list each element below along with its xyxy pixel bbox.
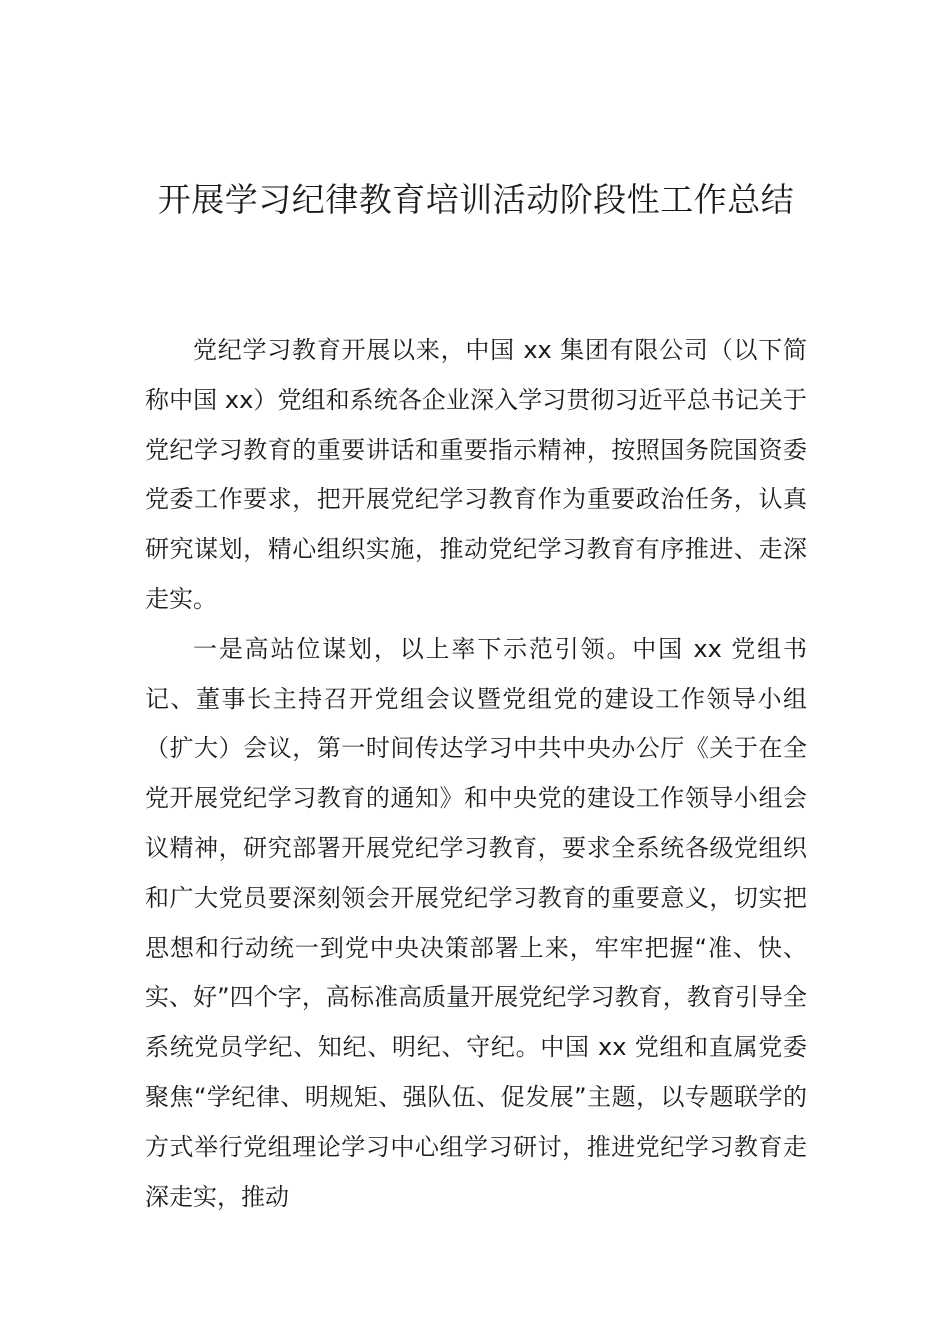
paragraph-first-point: 一是高站位谋划，以上率下示范引领。中国 xx 党组书记、董事长主持召开党组会议暨党组党的建设工作领导小组（扩大）会议，第一时间传达学习中共中央办公厅《关于在全党开展党纪学习教育的通知》和中央党的建设工作领导小组会议精神，研究部署开展党纪学习教育，要求全系统各级党组织和广大党员要深刻领会开展党纪学习教育的重要意义，切实把思想和行动统一到党中央决策部署上来，牢牢把握“准、快、实、好”四个字，高标准高质量开展党纪学习教育，教育引导全系统党员学纪、知纪、明纪、守纪。中国 xx 党组和直属党委聚焦“学纪律、明规矩、强队伍、促发展”主题，以专题联学的方式举行党组理论学习中心组学习研讨，推进党纪学习教育走深走实，推动 xyxy=(145,634,807,1211)
document-body xyxy=(145,326,807,1222)
paragraph-intro: 党纪学习教育开展以来，中国 xx 集团有限公司（以下简称中国 xx）党组和系统各企业深入学习贯彻习近平总书记关于党纪学习教育的重要讲话和重要指示精神，按照国务院国资委党委工作要求，把开展党纪学习教育作为重要政治任务，认真研究谋划，精心组织实施，推动党纪学习教育有序推进、走深走实。 xyxy=(145,336,807,613)
document-title: 开展学习纪律教育培训活动阶段性工作总结 xyxy=(157,180,795,219)
